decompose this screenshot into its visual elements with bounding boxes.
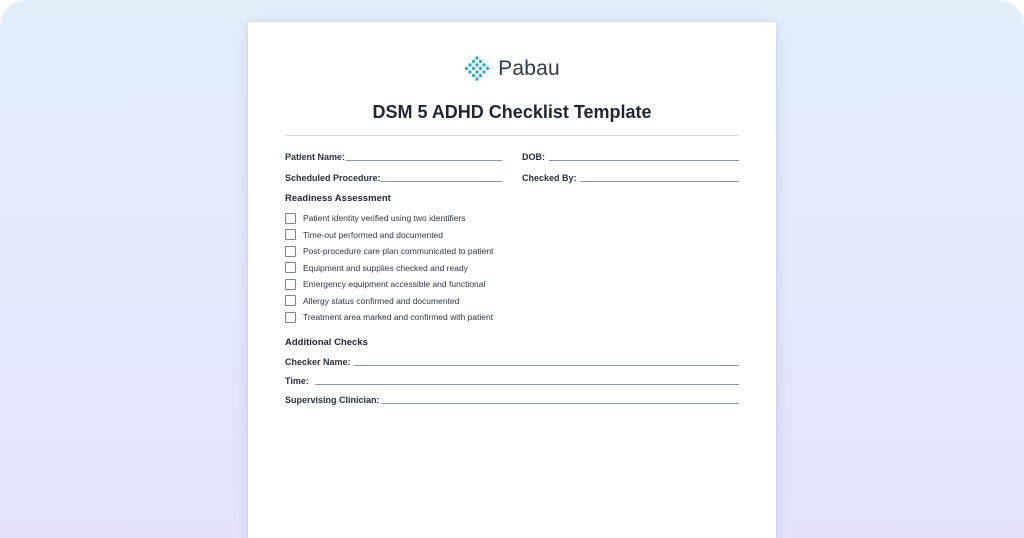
title-divider [285,135,739,136]
checklist-item-label: Emergency equipment accessible and functional [303,279,486,289]
checkbox[interactable] [285,312,296,323]
checkbox[interactable] [285,246,296,257]
checklist-item-label: Allergy status confirmed and documented [303,295,460,306]
patient-name-label: Patient Name: [285,152,346,162]
checklist-item[interactable] [285,262,468,274]
checklist-item[interactable] [285,245,493,257]
checked-by-label: Checked By: [522,173,577,183]
brand-name: Pabau [498,57,560,80]
checklist-item[interactable] [285,212,466,224]
checklist-item-label: Patient identity verified using two identifiers [303,213,466,223]
checklist-item-label: Equipment and supplies checked and ready [303,262,468,273]
checker-name-label: Checker Name: [285,357,351,367]
time-line[interactable] [315,384,739,385]
checklist-item[interactable] [285,311,493,323]
diamond-dots-icon [464,56,490,82]
patient-name-line[interactable] [346,160,502,161]
dob-label: DOB: [522,152,545,162]
checker-name-line[interactable] [354,365,739,366]
supervising-clinician-label: Supervising Clinician: [285,395,380,405]
checkbox[interactable] [285,279,296,290]
document-title: DSM 5 ADHD Checklist Template [372,102,652,122]
checkbox[interactable] [285,229,296,240]
checklist-item-label: Post-procedure care plan communicated to patient [303,246,494,256]
readiness-assessment-heading: Readiness Assessment [285,193,391,204]
supervising-clinician-line[interactable] [381,403,739,404]
checkbox[interactable] [285,295,296,306]
checklist-item[interactable] [285,229,443,241]
checklist-item[interactable] [285,295,459,307]
checklist-item-label: Treatment area marked and confirmed with patient [303,312,494,322]
checkbox[interactable] [285,262,296,273]
dob-line[interactable] [549,160,739,161]
checkbox[interactable] [285,213,296,224]
scheduled-procedure-label: Scheduled Procedure: [285,173,381,183]
checklist-document [248,22,776,538]
scheduled-procedure-line[interactable] [381,181,502,182]
checked-by-line[interactable] [580,181,739,182]
time-label: Time: [285,376,309,386]
checklist-item-label: Time-out performed and documented [303,229,444,240]
checklist-item[interactable] [285,278,485,290]
brand-header [248,56,776,82]
additional-checks-heading: Additional Checks [285,337,368,348]
